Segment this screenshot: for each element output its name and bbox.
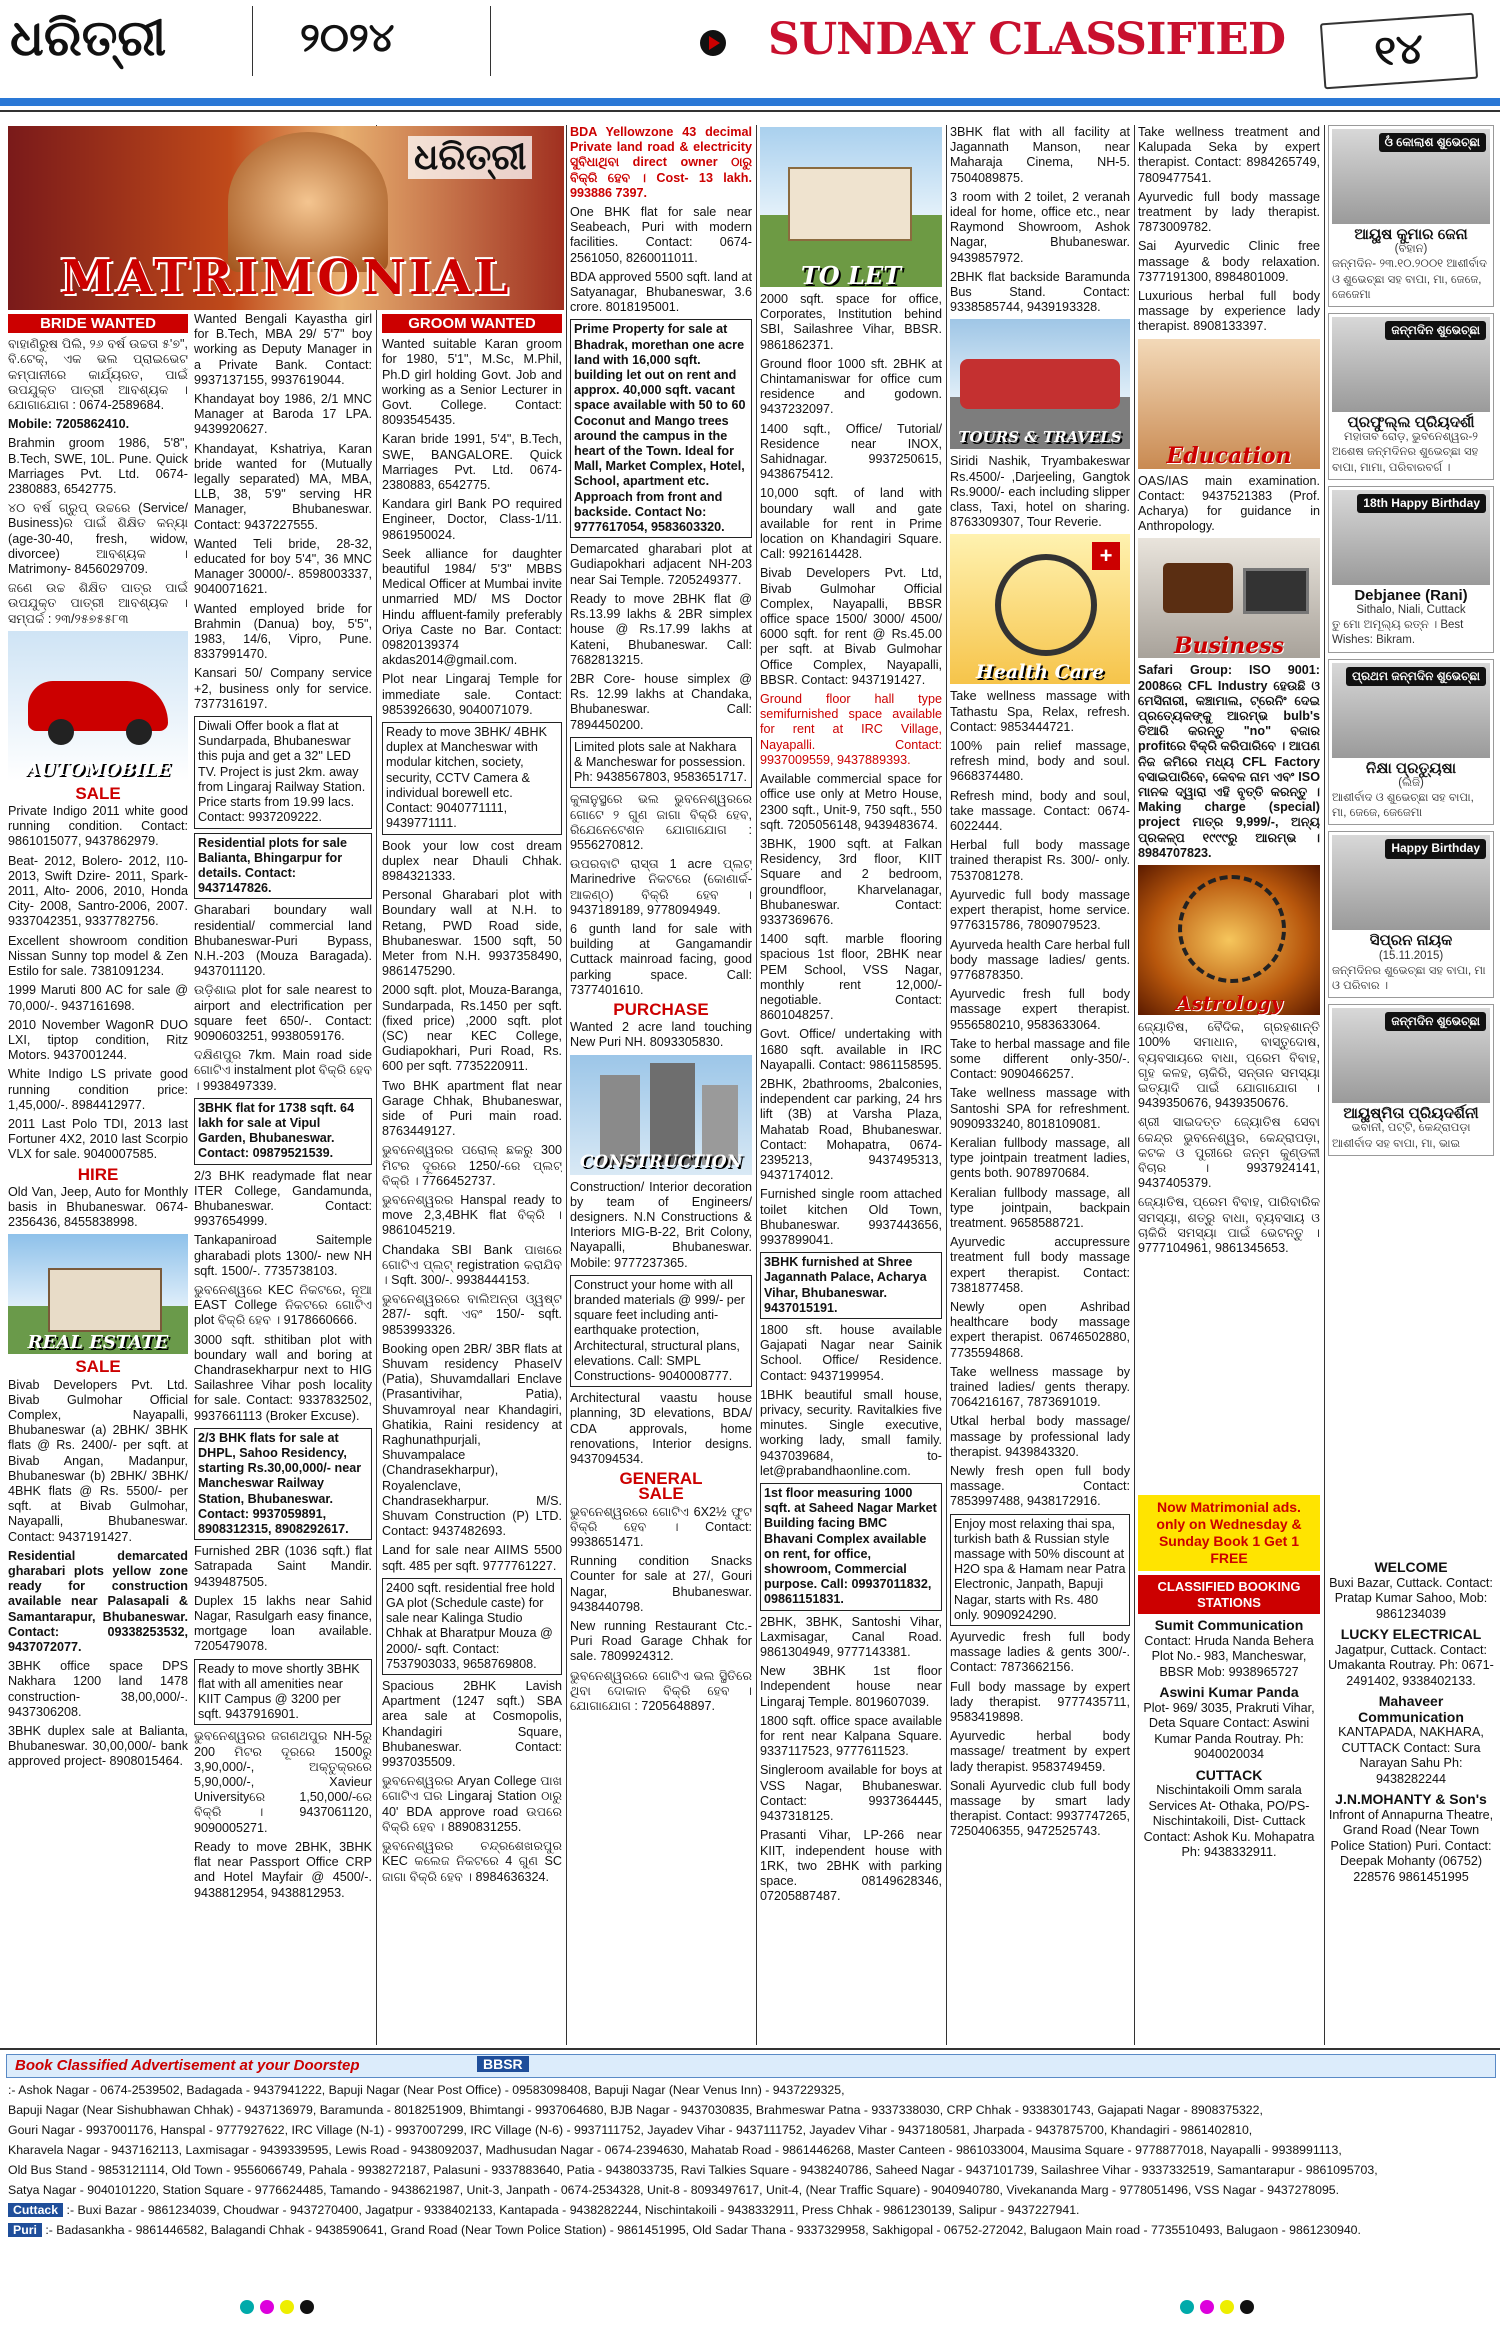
construction-caption: CONSTRUCTION — [579, 1152, 743, 1173]
column-2 — [194, 312, 372, 2045]
classified-ad: Personal Gharabari plot with Boundary wall at N.H. to Retang, PWD Road side, Bhubaneswar. 1500 sqft, 50 Meter from N.H. 9937358490, 9861475290. — [382, 888, 562, 979]
station-text: Infront of Annapurna Theatre, Grand Road (Near Town Police Station) Puri. Contact: Deepak Mohanty (06752) 228576 9861451995 — [1328, 1807, 1494, 1884]
birthday-wish — [1328, 659, 1494, 826]
classified-ad: Khandayat boy 1986, 2/1 MNC Manager at Baroda 17 LPA. 9439920627. — [194, 392, 372, 437]
classified-ad: Ayurvedic accupressure treatment full body massage expert therapist. Contact: 7381877458. — [950, 1235, 1130, 1295]
classified-ad: Demarcated gharabari plot at Gudiapokhari adjacent NH-203 near Sai Temple. 7205249377. — [570, 542, 752, 587]
classified-ad: Running condition Snacks Counter for sale at 27/, Gouri Nagar, Bhubaneswar. 9438440798. — [570, 1554, 752, 1614]
classified-ad: 2BHK, 3BHK, Santoshi Vihar, Laxmisagar, Canal Road. 9861304949, 9777143381. — [760, 1614, 942, 1660]
child-photo — [1332, 835, 1490, 930]
station-line: :- Badasankha - 9861446582, Balagandi Chhak - 9438590641, Grand Road (Near Town Police Station) - 9861451995, Old Sadar Thana - 9337329958, Sakhigopal - 06752-272042, Balugaon Main road - 7735510493, Balugaon - 9861230940. — [45, 2223, 1361, 2237]
boxed-ad: 3BHK furnished at Shree Jagannath Palace, Acharya Vihar, Bhubaneswar. 9437015191. — [760, 1252, 942, 1319]
wish-sub: (ବିହାନ) — [1394, 243, 1428, 256]
to-let-image — [760, 127, 942, 287]
yellow-dot — [1220, 2300, 1234, 2314]
birthday-wish — [1328, 1004, 1494, 1156]
classified-ad: Booking open 2BR/ 3BR flats at Shuvam residency PhaseIV (Patia), Shuvamdallari Enclave (Prasantivihar, Patia), Shuvamroyal near Khandagiri, Ghatikia, Raini residency at Raghunathpurjali, Shuvampalace (Chandrasekharpur), Royalenclave, Chandrasekharpur. M/S. Shuvam Construction (P) LTD. Contact: 9437482693. — [382, 1341, 562, 1539]
bbsr-tag: BBSR — [477, 2056, 529, 2072]
classified-ad: ଭୁବନେଶ୍ୱରର ଜଗଣଥପୁର NH-5ରୁ 200 ମିଟର ଦୂରରେ 1500ରୁ 3,90,000/-, ଅକ୍ତୁକ୍ରରେ 5,90,000/-, Xavieur Universityରେ 1,50,000/-ରେ ବିକ୍ରି । 9437061120, 9090005271. — [194, 1729, 372, 1835]
classified-ad: Sonali Ayurvedic club full body massage by smart lady therapist. Contact: 9937747265, 7250406355, 9472525743. — [950, 1778, 1130, 1839]
header-rule-thin — [0, 110, 1500, 112]
column-6 — [950, 125, 1130, 2045]
station-line: :- Ashok Nagar - 0674-2539502, Badagada - 9437941222, Bapuji Nagar (Near Post Office) - 09583098408, Bapuji Nagar (Near Venus Inn) - 9437229325, — [8, 2083, 845, 2097]
classified-ad: 2BHK flat backside Baramunda Bus Stand. Contact: 9338585744, 9439193328. — [950, 269, 1130, 315]
boxed-ad: Enjoy most relaxing thai spa, turkish bath & Russian style massage with 50% discount at H2O spa & Hamam near Patra Electronic, Janpath, Bapuji Nagar, starts with Rs. 480 only. 9090924290. — [950, 1514, 1130, 1626]
automobile-caption: AUTOMOBILE — [25, 758, 171, 780]
health-care-image — [950, 534, 1130, 684]
boxed-ad: 1st floor measuring 1000 sqft. at Saheed Nagar Market Building facing BMC Bhavani Complex available on rent, for office, showroom, Commercial purpose. Call: 09937011832, 09861151831. — [760, 1483, 942, 1611]
print-registration-marks — [0, 2296, 1500, 2320]
classified-ad: Newly open Ashribad healthcare body massage expert therapist. 06746502880, 7735594868. — [950, 1299, 1130, 1360]
section-title: SUNDAY CLASSIFIED — [768, 14, 1285, 65]
classified-ad: Wanted employed bride for Brahmin (Danua) boy, 5'5", 1983, 14/6, Vipro, Pune. 8337991470. — [194, 601, 372, 662]
column-3 — [382, 312, 562, 2045]
classified-ad: Architectural vaastu house planning, 3D elevations, BDA/ CDA approvals, home renovations, Interior designs. 9437094534. — [570, 1391, 752, 1467]
child-photo — [1332, 1008, 1490, 1103]
classified-ad: Newly fresh open full body massage. Contact: 7853997488, 9438172916. — [950, 1464, 1130, 1509]
classified-ad: Construction/ Interior decoration by team of Engineers/ designers. N.N Constructions & Interiors MIG-B-22, Brit Colony, Nayapalli, Bhubaneswar. Mobile: 9777237365. — [570, 1179, 752, 1270]
wish-title: Happy Birthday — [1385, 839, 1486, 858]
classified-ad: Gharabari boundary wall residential/ commercial land Bhubaneswar-Puri Bypass, N.H.-203 (Mouza Baragada). 9437011120. — [194, 903, 372, 979]
classified-ad: Ayurvedic full body massage expert therapist, home service. 9776315786, 7809079523. — [950, 887, 1130, 933]
matrimonial-banner — [8, 126, 564, 310]
wish-sub: (15.11.2015) — [1378, 949, 1444, 962]
wish-name: ପ୍ରଫୁଲ୍ଲ ପ୍ରିୟଦର୍ଶୀ — [1347, 414, 1475, 432]
classified-ad: ଦକ୍ଷିଣପୁର 7km. Main road side ଗୋଟିଏ instalment plot ବିକ୍ରି ହେବ । 9938497339. — [194, 1048, 372, 1093]
classified-ad: Brahmin groom 1986, 5'8", B.Tech, SWE, 10L. Pune. Quick Marriages Pvt. Ltd. 0674-2380883, 6542775. — [8, 436, 188, 497]
classified-ad: 3BHK, 1900 sqft. at Falkan Residency, 3rd floor, KIIT Square and 2 bedroom, groundfloor, Kharvelanagar, Bhubaneswar. Contact: 9337369676. — [760, 836, 942, 927]
classified-ad: 1BHK beautiful small house, privacy, security. Ravitalkies five minutes. Single executive, working lady, small family. 9437039684, to-let@prabandhaonline.com. — [760, 1387, 942, 1478]
tours-travels-image — [950, 319, 1130, 449]
classified-ad: ଭୁବନେଶ୍ୱରର ଚନ୍ଦ୍ରଶେଖରପୁର KEC କଲେଜ ନିକଟରେ 4 ଗୁଣ SC ଜାଗା ବିକ୍ରି ହେବ । 8984636324. — [382, 1839, 562, 1884]
station-line: :- Buxi Bazar - 9861234039, Choudwar - 9437270400, Jagatpur - 9338402133, Kantapada - 9438282244, Nischintakoili - 9438332911, Press Chhak - 9861230139, Salipur - 9437227941. — [66, 2203, 1080, 2217]
classified-ad: 1400 sqft. marble flooring spacious 1st floor, 2BHK near PEM School, VSS Nagar, monthly rent 12,000/- negotiable. Contact: 8601048257. — [760, 932, 942, 1023]
classified-ad: Residential demarcated gharabari plots yellow zone ready for construction available near Palasapali & Samantarapur, Bhubaneswar. Contact: 09338253532, 9437072077. — [8, 1548, 188, 1654]
classified-ad: Tankapaniroad Saitemple gharabadi plots 1300/- new NH sqft. 1500/-. 7735738103. — [194, 1233, 372, 1278]
station-text: Nischintakoili Omm sarala Services At- Othaka, PO/PS- Nischintakoili, Dist- Cuttack Contact: Ashok Ku. Mohapatra Ph: 9438332911. — [1143, 1783, 1315, 1859]
classified-ad: Herbal full body massage trained therapist Rs. 300/- only. 7537081278. — [950, 838, 1130, 883]
classified-ad: Khandayat, Kshatriya, Karan bride wanted for (Mutually legally separated) MA, MBA, LLB, 38, 5'9" serving HR Manager, Bhubaneswar. Contact: 9437227555. — [194, 441, 372, 532]
footer-banner — [6, 2054, 1496, 2078]
banner-title: MATRIMONIAL — [60, 250, 512, 306]
business-caption: Business — [1173, 633, 1285, 659]
automobile-image — [8, 631, 188, 781]
boxed-ad: Limited plots sale at Nakhara & Mancheswar for possession. Ph: 9438567803, 9583651717. — [570, 737, 752, 789]
page-number-box — [1320, 13, 1478, 90]
wish-title: ଜନ୍ମଦିନ ଶୁଭେଚ୍ଛା — [1385, 321, 1486, 340]
banner-logo: ଧରିତ୍ରୀ — [408, 136, 532, 179]
classified-ad: New 3BHK 1st floor Independent house near Lingaraj Temple. 8019607039. — [760, 1664, 942, 1709]
groom-wanted-heading: GROOM WANTED — [382, 314, 562, 333]
column-rule — [566, 125, 567, 2045]
classified-ad: Furnished 2BR (1036 sqft.) flat Satrapada Saint Mandir. 9439487505. — [194, 1544, 372, 1589]
classified-ad: 3000 sqft. sthitiban plot with boundary wall and boring at Chandrasekharpur next to HIG Sailashree Vihar posh locality for sale. Contact: 9337832502, 9937661113 (Broker Excuse). — [194, 1332, 372, 1423]
footer-banner-title: Book Classified Advertisement at your Doorstep — [15, 2057, 360, 2074]
classified-ad: ଶ୍ରୀ ସାଇଦତ୍ତ ଜ୍ୟୋତିଷ ସେବା କେନ୍ଦ୍ର ଭୁବନେଶ୍ୱର, କେନ୍ଦ୍ରାପଡ଼ା, କଟକ ଓ ପୁରୀରେ ଜନ୍ମ କୁଣ୍ଡଳୀ ବିଚାର । 9937924141, 9437405379. — [1138, 1115, 1320, 1191]
classified-ad: 2010 November WagonR DUO LXI, tiptop condition, Ritz Motors. 9437001244. — [8, 1017, 188, 1063]
red-cross-icon: + — [1092, 542, 1120, 570]
classified-ad: Ground floor 1000 sft. 2BHK at Chintamaniswar for office cum residence and godown. 9437232097. — [760, 356, 942, 417]
wish-name: Debjanee (Rani) — [1354, 586, 1468, 604]
sale-heading: SALE — [638, 1484, 684, 1504]
building-shape — [650, 1063, 695, 1165]
classified-ad: Take wellness massage with Tathastu Spa, Relax, refresh. Contact: 9853444721. — [950, 689, 1130, 734]
page-code: ୨୦୨୪ — [300, 14, 395, 61]
classified-ad: 2000 sqft. plot, Mouza-Baranga, Sundarpada, Rs.1450 per sqft. (fixed price) ,2000 sqft. plot (SC) near KEC College, Gudiapokhari, Puri Road, Rs. 600 per sqft. 7735220911. — [382, 983, 562, 1074]
cyan-dot — [240, 2300, 254, 2314]
classified-ad: Full body massage by expert lady therapist. 9777435711, 9583419898. — [950, 1679, 1130, 1725]
column-1 — [8, 312, 188, 2045]
classified-ad: Take wellness massage by trained ladies/ gents therapy. 7064216167, 7873691019. — [950, 1364, 1130, 1410]
station-name: Mahaveer Communication — [1358, 1693, 1464, 1725]
classified-ad: Take to herbal massage and file some different only-350/-. Contact: 9090466257. — [950, 1036, 1130, 1082]
classified-ad: Duplex 15 lakhs near Sahid Nagar, Rasulgarh easy finance, mortgage loan available. 7205479078. — [194, 1593, 372, 1654]
wish-text: ଜନ୍ମଦିନର ଶୁଭେଚ୍ଛା ସହ ବାପା, ମା ଓ ପରିବାର । — [1332, 964, 1486, 993]
classified-ad: Govt. Office/ undertaking with 1680 sqft. available in IRC Nayapalli. Contact: 9861158595. — [760, 1027, 942, 1072]
boxed-ad: Prime Property for sale at Bhadrak, morethan one acre land with 16,000 sqft. building let out on rent and approx. 40,000 sqft. vacant space available with 50 to 60 Coconut and Mango trees around the campus in the heart of the Town. Ideal for Mall, Market Complex, Hotel, School, apartment etc. Approach from front and backside. Contact No: 9777617054, 9583603320. — [570, 319, 752, 538]
puri-tag: Puri — [8, 2223, 42, 2237]
boxed-ad: 2400 sqft. residential free hold GA plot (Schedule caste) for sale near Kalinga Studio Chhak at Bharatpur Mouza @ 2000/- sqft. Contact: 7537903033, 9658769808. — [382, 1578, 562, 1675]
classified-ad: 3 room with 2 toilet, 2 veranah ideal for home, office etc., near Raymond Showroom, Ashok Nagar, Bhubaneswar. 9439857972. — [950, 189, 1130, 265]
black-dot — [300, 2300, 314, 2314]
education-caption: Education — [1166, 443, 1292, 469]
station-line: Gouri Nagar - 9937001176, Hanspal - 9777927622, IRC Village (N-1) - 9937007299, IRC Village (N-6) - 9937111752, Jayadev Vihar - 9437111752, Jayadev Vihar - 9437180581, Jharpada - 9437875700, Khandagiri - 9861402810, — [8, 2123, 1253, 2137]
astrology-caption: Astrology — [1175, 990, 1283, 1015]
puri-line — [8, 2220, 1492, 2240]
newspaper-logo: ଧରିତ୍ରୀ — [10, 8, 167, 67]
wish-title: ପ୍ରଥମ ଜନ୍ମଦିନ ଶୁଭେଚ୍ଛା — [1346, 667, 1486, 686]
station-text: Buxi Bazar, Cuttack. Contact: Pratap Kumar Sahoo, Mob: 9861234039 — [1329, 1575, 1493, 1621]
classified-ad: Safari Group: ISO 9001: 2008ରେ CFL Industry ହେଉଛି ଓ ମେସିନାରୀ, କଞ୍ଚାମାଲ, ଟ୍ରେନିଂ ଦେଇ ପ୍ରତ୍ୟେକଙ୍କୁ ଆରମ୍ଭ bulb's ତିଆରି କରନ୍ତୁ "no" ବଜାର profitରେ ବିକ୍ରି କରିପାରିବେ । ଆପଣ ନିଜ ଜମିରେ ମଧ୍ୟ CFL Factory ବସାଇପାରିବେ, କେବଳ ନାମ ଏବଂ ISO ମାନକ ଦ୍ୱାରା ଏହି ବୃତ୍ତି କରନ୍ତୁ । Making charge (special) project ମାତ୍ର 9,999/-, ଅନ୍ୟ ପ୍ରକଳ୍ପ ୧୯୯୯ରୁ ଆରମ୍ଭ । 8984707823. — [1138, 663, 1320, 860]
classified-ad: Bivab Developers Pvt. Ltd, Bivab Gulmohar Official Complex, Nayapalli, BBSR office space 1500/ 3000/ 4500/ 6000 sqft. for rent @ Rs.45.00 per sqft. at Bivab Gulmohar Office Complex, Nayapalli, BBSR. Contact: 9437191427. — [760, 566, 942, 687]
classified-ad: Ready to move 2BHK flat @ Rs.13.99 lakhs & 2BR simplex house @ Rs.17.99 lakhs at Kateni, Bhubaneswar. Call: 7682813215. — [570, 591, 752, 667]
house-shape — [788, 167, 912, 241]
boxed-ad: Residential plots for sale Balianta, Bhingarpur for details. Contact: 9437147826. — [194, 833, 372, 900]
classified-ad: Kandara girl Bank PO required Engineer, Doctor, Class-1/11. 9861950024. — [382, 497, 562, 542]
page-header — [0, 0, 1500, 118]
wish-name: ନିକ୍ଷା ପ୍ରତ୍ୟୁଷା — [1365, 759, 1457, 777]
classified-ad: Utkal herbal body massage/ massage by professional lady therapist. 9439843320. — [950, 1414, 1130, 1459]
classified-ad: Excellent showroom condition Nissan Sunny top model & Zen Estilo for sale. 7381091234. — [8, 933, 188, 979]
classified-ad: 1999 Maruti 800 AC for sale @ 70,000/-. 9437161698. — [8, 983, 188, 1013]
header-divider-2 — [490, 6, 491, 76]
station-line: Old Bus Stand - 9853121114, Old Town - 9556066749, Pahala - 9938272187, Palasuni - 9337883640, Patia - 9438033735, Ravi Talkies Square - 9438240786, Saheed Nagar - 9437101739, Sailashree Vihar - 9337332519, Samantarapur - 9861095703, — [8, 2163, 1378, 2177]
column-rule — [376, 125, 377, 2045]
wish-name: ସିପ୍ରନ ନାୟକ — [1369, 932, 1453, 950]
classified-ad: Wanted suitable Karan groom for 1980, 5'1", M.Sc, M.Phil, Ph.D girl holding Govt. Job and working as a Senior Lecturer in Govt. College. Contact: 8093545435. — [382, 337, 562, 428]
classified-ad: କୁଳାନୁସ୍ଥରେ ଭଲ ଭୁବନେଶ୍ୱରରେ ଗୋଟେ ୨ ଗୁଣ ଜାଗା ବିକ୍ରି ହେବ, ରିଯେନେଟେଶନ ଯୋଗାଯୋଗ : 9556270812. — [570, 792, 752, 852]
highlight-ad: Ground floor hall type semifurnished space available for rent at IRC Village, Nayapalli. Contact: 9937009559, 9437889393. — [760, 692, 942, 767]
black-dot — [1240, 2300, 1254, 2314]
child-photo — [1332, 663, 1490, 758]
column-rule — [1324, 125, 1325, 2045]
to-let-caption: TO LET — [800, 260, 902, 287]
header-divider-1 — [252, 6, 253, 76]
bbsr-stations — [0, 2080, 1500, 2240]
classified-ad: Old Van, Jeep, Auto for Monthly basis in Bhubaneswar. 0674-2356436, 8455838998. — [8, 1184, 188, 1230]
matrimonial-promo: Now Matrimonial ads. only on Wednesday & Sunday Book 1 Get 1 FREE — [1138, 1495, 1320, 1571]
page-number: ୧୪ — [1372, 23, 1425, 76]
highlight-ad: BDA Yellowzone 43 decimal Private land road & electricity ସୁବିଧାଥିବା direct owner ଠାରୁ ବିକ୍ରି ହେବ । Cost- 13 lakh. 993886 7397. — [570, 125, 752, 200]
bride-wanted-heading: BRIDE WANTED — [8, 314, 188, 333]
classified-ad: 1400 sqft., Office/ Tutorial/ Residence near INOX, Sahidnagar. 9937250615, 9438675412. — [760, 421, 942, 482]
play-bullet-icon — [700, 30, 726, 56]
station-name: Aswini Kumar Panda — [1159, 1684, 1299, 1700]
sale-heading: SALE — [75, 1357, 121, 1377]
classified-ad: Siridi Nashik, Tryambakeswar Rs.4500/- ,Darjeeling, Gangtok Rs.9000/- each including slipper class, Taxi, hotel on sharing. 8763309307, Tour Reverie. — [950, 454, 1130, 530]
station-name: Sumit Communication — [1154, 1617, 1304, 1633]
classified-ad: 1800 sft. house available Gajapati Nagar near Sainik School. Office/ Residence. Contact: 9437199954. — [760, 1323, 942, 1383]
wish-sub: ମହାତାବ ରୋଡ଼, ଭୁବନେଶ୍ୱର-୨ — [1343, 431, 1478, 444]
classified-ad: ଉଡ଼ିଶାଇ plot for sale nearest to airport and electrification per square feet 650/-. Contact: 9090603251, 9938059176. — [194, 983, 372, 1043]
classified-ad: 100% pain relief massage, refresh mind, body and soul. 9668374480. — [950, 739, 1130, 784]
booking-stations-right — [1328, 1560, 1494, 2040]
classified-ad: One BHK flat for sale near Seabeach, Puri with modern facilities. Contact: 0674-2561050, 8260011011. — [570, 205, 752, 265]
classified-ad: ଜଣେ ଉଚ୍ଚ ଶିକ୍ଷିତ ପାତ୍ର ପାଇଁ ଉପଯୁକ୍ତ ପାତ୍ରୀ ଆବଶ୍ୟକ । ସମ୍ପର୍କ : ୨୩/୨୫୭୫୫୮୩ — [8, 581, 188, 626]
classified-ad: New running Restaurant Ctc.- Puri Road Garage Chhak for sale. 7809924312. — [570, 1619, 752, 1664]
wish-title: ଜନ୍ମଦିନ ଶୁଭେଚ୍ଛା — [1385, 1012, 1486, 1031]
station-text: KANTAPADA, NAKHARA, CUTTACK Contact: Sura Narayan Sahu Ph: 9438282244 — [1338, 1725, 1484, 1786]
boxed-ad: Ready to move 3BHK/ 4BHK duplex at Mancheswar with modular kitchen, society, security, CCTV Camera & individual borewell etc. Contact: 9040771111, 9439771111. — [382, 722, 562, 834]
wish-sub: Sithalo, Niali, Cuttack — [1356, 604, 1466, 617]
wish-name: ଆୟୁଷ କୁମାର ଜେନା — [1354, 226, 1468, 243]
classified-ad: ଭୁବନେଶ୍ୱରର ପରୋଲ୍ ଛକରୁ 300 ମିଟର ଦୂରରେ 1250/-ରେ ପ୍ଲଟ୍ ବିକ୍ରି । 7766452737. — [382, 1143, 562, 1188]
classified-ad: 2011 Last Polo TDI, 2013 last Fortuner 4X2, 2010 last Scorpio VLX for sale. 9040007585. — [8, 1116, 188, 1162]
column-rule — [756, 125, 757, 2045]
classified-ad: ଭୁବନେଶ୍ୱରରେ ଗୋଟିଏ ଭଲ ସ୍ଥିତିରେ ଥିବା ଦୋକାନ ବିକ୍ରି ହେବ । ଯୋଗାଯୋଗ : 7205648897. — [570, 1668, 752, 1714]
classified-ad: Beat- 2012, Bolero- 2012, I10- 2013, Swift Dzire- 2011, Spark- 2011, Alto- 2006, 2010, Honda City- 2008, Santro-2006, 2007. 9337042351, 9337782756. — [8, 853, 188, 929]
classified-ad: Chandaka SBI Bank ପାଖରେ ଗୋଟିଏ ପ୍ଲଟ୍ registration କରାଯିବ । Sqft. 300/-. 9938444153. — [382, 1242, 562, 1287]
wheel — [126, 719, 152, 745]
station-line: Bapuji Nagar (Near Sishubhawan Chhak) - 9437136979, Baramunda - 8018251909, Bhimtangi - 9937064680, BJB Nagar - 9437030835, Brahmeswar Patna - 9337338030, CRP Chhak - 9338301743, Gajapati Nagar - 8908375322, — [8, 2103, 1263, 2117]
column-rule — [946, 125, 947, 2045]
classified-ad: OAS/IAS main examination. Contact: 9437521383 (Prof. Acharya) for guidance in Anthropology. — [1138, 473, 1320, 534]
classified-ad: Spacious 2BHK Lavish Apartment (1247 sqft.) SBA area sale at Cosmopolis, Khandagiri Square, Bhubaneswar. Contact: 9937035509. — [382, 1679, 562, 1770]
classified-ad: Keralian fullbody massage, all type jointpain, backpain treatment. 9658588721. — [950, 1185, 1130, 1230]
classified-ad: ଭୁବନେଶ୍ୱରେ KEC ନିକଟରେ, ନୂଆ EAST College ନିକଟରେ ଗୋଟିଏ plot ବିକ୍ରି ହେବ । 9178660666. — [194, 1282, 372, 1328]
classified-ad: ଭୁବନେଶ୍ୱରରେ ବାଲିଅନ୍ତା ଓ୍ୱଷ୍ଟ 287/- sqft. ଏବଂ 150/- sqft. 9853993326. — [382, 1292, 562, 1337]
station-text: Jagatpur, Cuttack. Contact: Umakanta Routray. Ph: 0671-2491402, 9338402133. — [1328, 1642, 1494, 1688]
birthday-wish — [1328, 486, 1494, 653]
classified-ad: 3BHK flat with all facility at Jagannath Manson, near Maharaja Cinema, NH-5. 7504089875. — [950, 125, 1130, 185]
classified-ad: Take wellness massage with Santoshi SPA for refreshment. 9090933240, 8018109081. — [950, 1086, 1130, 1131]
classified-ad: Take wellness treatment and Kalupada Seka by expert therapist. Contact: 8984265749, 7809477541. — [1138, 125, 1320, 185]
header-rule — [0, 98, 1500, 106]
classified-ad: Private Indigo 2011 white good running condition. Contact: 9861015077, 9437862979. — [8, 804, 188, 849]
wish-text: ତୁ ମୋ ଅମୂଲ୍ୟ ରତ୍ନ । Best Wishes: Bikram. — [1332, 619, 1464, 647]
station-line: Satya Nagar - 9040101220, Station Square - 9776624485, Tamando - 9438621987, Unit-3, Janpath - 0674-2534328, Unit-8 - 8093497617, Unit-4, (Near Traffic Square) - 9040940780, Vivekananda Marg - 9778051496, VSS Nagar - 9437278095. — [8, 2183, 1340, 2197]
classified-ad: Refresh mind, body and soul, take massage. Contact: 0674-6022444. — [950, 788, 1130, 834]
general-heading: GENERAL — [619, 1469, 703, 1489]
astrology-image — [1138, 865, 1320, 1015]
classified-ad: ଭୁବନେଶ୍ୱରର Hanspal ready to move 2,3,4BHK flat ବିକ୍ରି । 9861045219. — [382, 1192, 562, 1238]
classified-ad: Sai Ayurvedic Clinic free massage & body relaxation. 7377191300, 8984801009. — [1138, 239, 1320, 284]
column-rule — [1134, 125, 1135, 2045]
classified-ad: Land for sale near AIIMS 5500 sqft. 485 per sqft. 9777761227. — [382, 1543, 562, 1573]
wish-title: ଓଁ କୋଲାଶ ଶୁଭେଚ୍ଛା — [1379, 133, 1486, 152]
classified-ad: Available commercial space for office use only at Metro House, 2300 sqft., Unit-9, 750 sqft., 550 sqft. 7205056148, 9439483674. — [760, 772, 942, 832]
station-line: Kharavela Nagar - 9437162113, Laxmisagar - 9439339595, Lewis Road - 9438092037, Madhusudan Nagar - 0674-2394630, Mahatab Road - 9861446268, Master Canteen - 9861033004, Mausima Square - 9778877018, Nayapalli - 9938991113, — [8, 2143, 1342, 2157]
classified-ad: Ready to move 2BHK, 3BHK flat near Passport Office CRP and Hotel Mayfair @ 4500/-. 9438812954, 9438812953. — [194, 1839, 372, 1900]
classified-ad: 2000 sqft. space for office, Corporates, Institution behind SBI, Sailashree Vihar, BBSR. 9861862371. — [760, 292, 942, 352]
boxed-ad: Ready to move shortly 3BHK flat with all amenities near KIIT Campus @ 3200 per sqft. 9437916901. — [194, 1659, 372, 1726]
child-photo — [1332, 490, 1490, 585]
yellow-dot — [280, 2300, 294, 2314]
classified-ad: White Indigo LS private good running condition price: 1,45,000/-. 8984412977. — [8, 1067, 188, 1112]
classified-ad: Luxurious herbal full body massage by experience lady therapist. 8908133397. — [1138, 289, 1320, 334]
classified-ad: 3BHK duplex sale at Balianta, Bhubaneswar. 30,00,000/- bank approved project- 8908015464. — [8, 1724, 188, 1769]
column-4 — [570, 125, 752, 2045]
birthday-wish — [1328, 125, 1494, 307]
classified-ad: 1800 sqft. office space available for rent near Kalpana Square. 9337117523, 9777611523. — [760, 1713, 942, 1759]
classified-ad: Kansari 50/ Company service +2, business only for service. 7377316197. — [194, 666, 372, 711]
classified-ad: 2/3 BHK readymade flat near ITER College, Gandamunda, Bhubaneswar. Contact: 9937654999. — [194, 1168, 372, 1229]
classified-ad: Wanted 2 acre land touching New Puri NH. 8093305830. — [570, 1020, 752, 1050]
classified-ad: Prasanti Vihar, LP-266 near KIIT, independent house with 1RK, two 2BHK with parking space. 08149628346, 07205887487. — [760, 1828, 942, 1904]
classified-ad: Wanted Bengali Kayastha girl for B.Tech, MBA 29/ 5'7" boy working as Deputy Manager in a Private Bank. Contact: 9937137155, 9937619044. — [194, 312, 372, 387]
classified-ad: ଭୁବନେଶ୍ୱରରେ ଗୋଟିଏ 6X2½ ଫୁଟ ବିକ୍ରି ହେବ । Contact: 9938651471. — [570, 1504, 752, 1550]
classified-ad: ଭୁବନେଶ୍ୱରର Aryan College ପାଖ ଗୋଟିଏ ଘର Lingaraj Station ଠାରୁ 40' BDA approve road ଉପରେ ବିକ୍ରି ହେବ । 8890831255. — [382, 1774, 562, 1834]
classified-ad: Ayurvedic fresh full body massage expert therapist. 9556580210, 9583633064. — [950, 987, 1130, 1032]
tours-travels-caption: TOURS & TRAVELS — [958, 428, 1122, 447]
briefcase-icon — [1163, 563, 1233, 613]
station-name: CUTTACK — [1195, 1766, 1263, 1783]
classified-ad: ଜ୍ୟୋତିଷ, ପ୍ରେମ ବିବାହ, ପାରିବାରିକ ସମସ୍ୟା, ଶତ୍ରୁ ବାଧା, ବ୍ୟବସାୟ ଓ ଚାକିରି ସମସ୍ୟା ପାଇଁ ଭେଟନ୍ତୁ । 9777104961, 9861345653. — [1138, 1195, 1320, 1255]
classified-ad: ବାହାଣିରୁଷ ପିଲି, ୨୬ ବର୍ଷ ଉଚ୍ଚତା ୫'୭", ବି.ଟେକ୍, ଏକ ଭଲ ପ୍ରାଇଭେଟ କମ୍ପାନୀରେ କାର୍ଯ୍ୟରତ, ପାଇଁ ଉପଯୁକ୍ତ ପାତ୍ରୀ ଆବଶ୍ୟକ । ଯୋଗାଯୋଗ : 0674-2589684. — [8, 337, 188, 413]
laptop-icon — [1243, 568, 1309, 614]
classified-ad: Furnished single room attached toilet kitchen Old Town, Bhubaneswar. 9937443656, 9937899041. — [760, 1187, 942, 1247]
education-image — [1138, 339, 1320, 469]
boxed-ad: 2/3 BHK flats for sale at DHPL, Sahoo Residency, starting Rs.30,00,000/- near Mancheswar Railway Station, Bhubaneswar. Contact: 9937059891, 8908312315, 8908292617. — [194, 1428, 372, 1540]
wish-text: ଅଶେଷ ଜନ୍ମଦିନର ଶୁଭେଚ୍ଛା ସହ ବାପା, ମାମା, ପରିବାରବର୍ଗ । — [1332, 446, 1479, 474]
station-text: Plot- 969/ 3035, Prakruti Vihar, Deta Square Contact: Aswini Kumar Panda Routray. Ph: 9040020034 — [1143, 1700, 1315, 1761]
station-name: J.N.MOHANTY & Son's — [1335, 1791, 1487, 1807]
boxed-ad: Diwali Offer book a flat at Sundarpada, Bhubaneswar this puja and get a 32" LED TV. Project is just 2km. away from Lingaraj Railway Station. Price starts from 19.99 lacs. Contact: 9937209222. — [194, 716, 372, 828]
classified-ad: Ayurveda health Care herbal full body massage ladies/ gents. 9776878350. — [950, 937, 1130, 982]
zodiac-wheel-icon — [1178, 875, 1286, 983]
business-image — [1138, 538, 1320, 658]
wish-sub: ଭବାନୀ, ପଟ୍ଟି, କେନ୍ଦ୍ରାପଡ଼ା — [1351, 1122, 1471, 1135]
birthday-wish — [1328, 313, 1494, 480]
footer-rule — [0, 2048, 1500, 2050]
classified-ad: Mobile: 7205862410. — [8, 417, 130, 432]
wheel — [48, 719, 74, 745]
stethoscope-icon — [995, 554, 1097, 656]
wish-text: ଜନ୍ମଦିନ- ୨୩.୧୦.୨୦୦୧ ଆଶୀର୍ବାଦ ଓ ଶୁଭେଚ୍ଛା ସହ ବାପା, ମା, ଜେଜେ, ଜେଜେମା — [1332, 258, 1487, 301]
building-shape — [600, 1075, 640, 1165]
wish-text: ଆଶୀର୍ବାଦ ଓ ଶୁଭେଚ୍ଛା ସହ ବାପା, ମା, ଜେଜେ, ଜେଜେମା — [1332, 792, 1474, 820]
classified-ad: Plot near Lingaraj Temple for immediate sale. Contact: 9853926630, 9040071079. — [382, 672, 562, 717]
classified-ad: ୪୦ ବର୍ଷ ଗ୍ରୁପ୍‌ ଉଚ୍ଚରେ (Service/ Business)ର ପାଇଁ ଶିକ୍ଷିତ କନ୍ୟା (age-30-40, fresh, widow, divorcee) ଆବଶ୍ୟକ । Matrimony- 8456029709. — [8, 501, 188, 577]
boxed-ad: Construct your home with all branded materials @ 999/- per square feet including anti- earthquake protection, Architectural, structural plans, elevations. Call: SMPL Constructions- 9040008777. — [570, 1275, 752, 1387]
classified-ad: BDA approved 5500 sqft. land at Satyanagar, Bhubaneswar, 3.6 crore. 8018195001. — [570, 269, 752, 315]
child-photo — [1332, 317, 1490, 412]
station-text: Contact: Hruda Nanda Behera Plot No.- 983, Mancheswar, BBSR Mob: 9938965727 — [1144, 1633, 1314, 1679]
bus-shape — [960, 359, 1120, 409]
cyan-dot — [1180, 2300, 1194, 2314]
classified-ad: Ayurvedic full body massage treatment by lady therapist. 7873009782. — [1138, 189, 1320, 235]
classified-ad: Book your low cost dream duplex near Dhauli Chhak. 8984321333. — [382, 838, 562, 883]
wish-text: ଆଶୀର୍ବାଦ ସହ ବାପା, ମା, ଭାଇ — [1332, 1137, 1461, 1150]
magenta-dot — [1200, 2300, 1214, 2314]
cuttack-line — [8, 2200, 1492, 2220]
house-shape — [48, 1268, 162, 1332]
classified-ad: 2BHK, 2bathrooms, 2balconies, independent car parking, 24 hrs lift (3B) at Varsha Plaza, Mahatab Road, Bhubaneswar. Contact: Mohapatra, 0674-2395213, 9437495313, 9437174012. — [760, 1076, 942, 1183]
station-name: WELCOME — [1374, 1560, 1448, 1575]
boxed-ad: 3BHK flat for 1738 sqft. 64 lakh for sale at Vipul Garden, Bhubaneswar. Contact: 09879521539. — [194, 1098, 372, 1165]
classified-ad: 10,000 sqft. of land with boundary wall and gate available for rent in Prime location on Khandagiri Square. Call: 9921614428. — [760, 486, 942, 562]
wish-name: ଆୟୁଷ୍ମିତା ପ୍ରିୟଦର୍ଶିନୀ — [1343, 1105, 1479, 1123]
classified-ad: Seek alliance for daughter beautiful 1984/ 5'3" MBBS Medical Officer at Mumbai invite unmarried MD/ MS Doctor Hindu affluent-family preferably Oriya Caste no Bar. Contact: 09820139374 akdas2014@gmail.com. — [382, 546, 562, 668]
station-name: LUCKY ELECTRICAL — [1340, 1626, 1482, 1642]
child-photo — [1332, 129, 1490, 224]
classified-ad: 6 gunth land for sale with building at Gangamandir Cuttack mainroad facing, good parking space. Call: 7377401610. — [570, 921, 752, 997]
hire-heading: HIRE — [77, 1164, 119, 1184]
birthday-wish — [1328, 831, 1494, 998]
classified-ad: Two BHK apartment flat near Garage Chhak, Bhubaneswar, side of Puri main road. 8763449127. — [382, 1078, 562, 1139]
classified-ad: 3BHK office space DPS Nakhara 1200 land 1478 construction- 38,00,000/-. 9437306208. — [8, 1659, 188, 1719]
health-care-caption: Health Care — [975, 661, 1105, 684]
sale-heading: SALE — [75, 783, 121, 803]
classified-ad: 2BR Core- house simplex @ Rs. 12.99 lakhs at Chandaka, Bhubaneswar. Call: 7894450200. — [570, 671, 752, 732]
classified-ad: Ayurvedic fresh full body massage ladies & gents 300/-. Contact: 7873662156. — [950, 1630, 1130, 1675]
cuttack-tag: Cuttack — [8, 2203, 63, 2217]
construction-image — [570, 1055, 752, 1175]
wish-title: 18th Happy Birthday — [1357, 494, 1486, 513]
booking-stations-title: CLASSIFIED BOOKING STATIONS — [1138, 1575, 1320, 1614]
classified-ad: Ayurvedic herbal body massage/ treatment by expert lady therapist. 9583749459. — [950, 1729, 1130, 1774]
column-5 — [760, 125, 942, 2045]
real-estate-caption: REAL ESTATE — [27, 1332, 169, 1354]
classified-ad: Wanted Teli bride, 28-32, educated for boy 5'4", 36 MNC Manager 30000/-. 8598003337, 9040071621. — [194, 536, 372, 597]
magenta-dot — [260, 2300, 274, 2314]
purchase-heading: PURCHASE — [613, 999, 709, 1019]
classified-ad: Singleroom available for boys at VSS Nagar, Bhubaneswar. Contact: 9937364445, 9437318125. — [760, 1763, 942, 1824]
classified-ad: ଜ୍ୟୋତିଷ, ବୈଦିକ, ଗ୍ରହଶାନ୍ତି 100% ସମାଧାନ, ବାସ୍ତୁଦୋଷ, ବ୍ୟବସାୟରେ ବାଧା, ପ୍ରେମ ବିବାହ, ଗୃହ କଳହ, ଚାକିରି, ସନ୍ତାନ ସମସ୍ୟା ଇତ୍ୟାଦି ପାଇଁ ଯୋଗାଯୋଗ । 9439350676, 9439350676. — [1138, 1020, 1320, 1111]
real-estate-image — [8, 1234, 188, 1354]
classified-ad: ଉପରବାଟି ରାସ୍ତା 1 acre ପ୍ଲଟ୍ Marinedrive ନିକଟରେ (କୋଣାର୍କ-ଆକଣ୍ଠ) ବିକ୍ରି ହେବ । 9437189189, 9778094949. — [570, 857, 752, 917]
classified-ad: Bivab Developers Pvt. Ltd. Bivab Gulmohar Official Complex, Nayapalli, Bhubaneswar (a) 2BHK/ 3BHK flats @ Rs. 2400/- per sqft. at Bivab Angan, Madanpur, Bhubaneswar (b) 2BHK/ 3BHK/ 4BHK flats @ Rs. 5500/- per sqft. at Bivab Gulmohar, Nayapalli, Bhubaneswar. Contact: 9437191427. — [8, 1377, 188, 1544]
wish-sub: (ଲିଜି) — [1398, 776, 1424, 789]
booking-stations-left — [1138, 1495, 1320, 2040]
classified-ad: Karan bride 1991, 5'4", B.Tech, SWE, BANGALORE. Quick Marriages Pvt. Ltd. 0674-2380883, 6542775. — [382, 432, 562, 493]
classified-ad: Keralian fullbody massage, all type jointpain treatment ladies, gents both. 9078970684. — [950, 1135, 1130, 1181]
